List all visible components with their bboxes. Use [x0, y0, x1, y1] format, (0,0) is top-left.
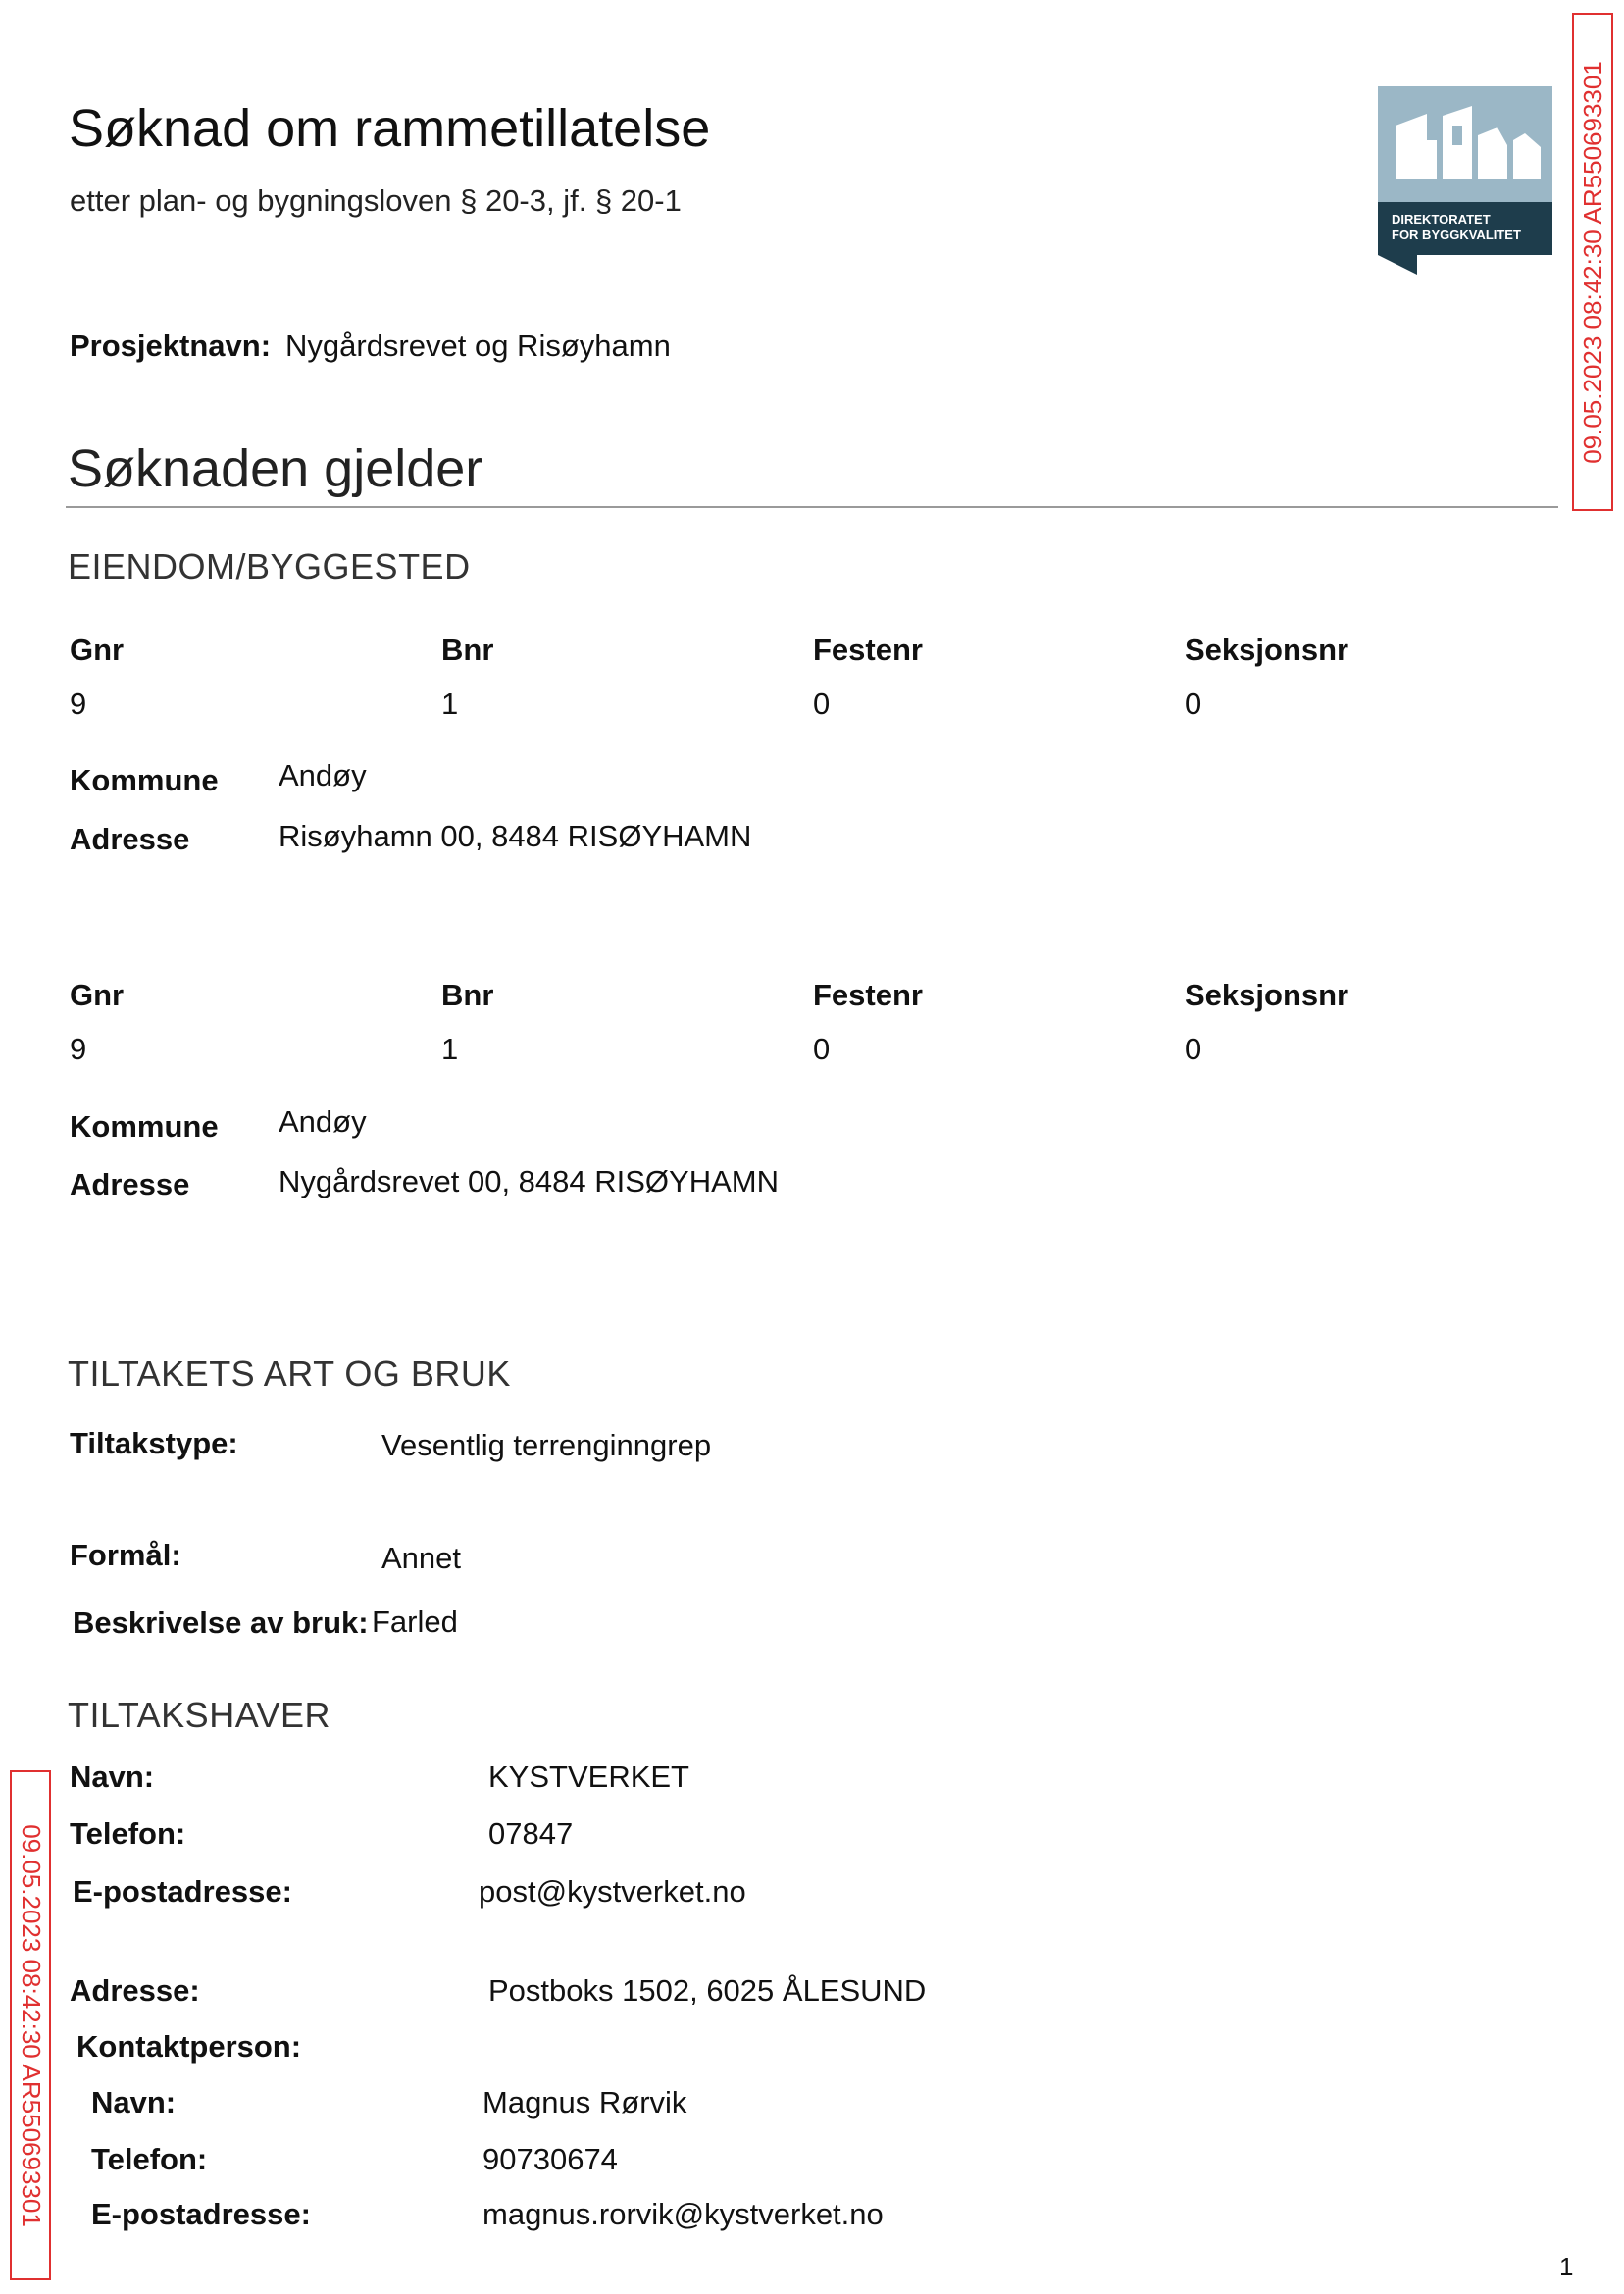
- section-title: Søknaden gjelder: [68, 439, 483, 498]
- tiltakshaver-heading: TILTAKSHAVER: [68, 1695, 331, 1735]
- telefon-label: Telefon:: [70, 1816, 186, 1851]
- tiltakstype-value: Vesentlig terrenginngrep: [381, 1428, 712, 1462]
- project-name-value: Nygårdsrevet og Risøyhamn: [285, 329, 671, 363]
- property-heading: EIENDOM/BYGGESTED: [68, 546, 471, 586]
- dibk-logo: [1378, 86, 1552, 275]
- adresse-label: Adresse: [70, 1167, 190, 1201]
- kontakt-telefon-value: 90730674: [482, 2142, 618, 2176]
- kontakt-telefon-label: Telefon:: [91, 2142, 208, 2176]
- navn-label: Navn:: [70, 1759, 155, 1794]
- kontakt-epost-value: magnus.rorvik@kystverket.no: [482, 2197, 884, 2231]
- col-gnr: Gnr: [70, 978, 125, 1012]
- timestamp-stamp-top: [1572, 13, 1613, 511]
- adresse-value: Risøyhamn 00, 8484 RISØYHAMN: [279, 819, 752, 853]
- bruk-value: Farled: [372, 1605, 458, 1639]
- col-festenr: Festenr: [813, 633, 923, 667]
- kontaktperson-label: Kontaktperson:: [76, 2029, 302, 2064]
- timestamp-stamp-bottom: [10, 1770, 51, 2280]
- festenr-value: 0: [813, 687, 831, 721]
- epost-label: E-postadresse:: [73, 1874, 292, 1909]
- seksjonsnr-value: 0: [1185, 1032, 1202, 1066]
- kommune-value: Andøy: [279, 1104, 367, 1139]
- bruk-label: Beskrivelse av bruk:: [73, 1606, 369, 1640]
- col-gnr: Gnr: [70, 633, 125, 667]
- gnr-value: 9: [70, 1032, 87, 1066]
- festenr-value: 0: [813, 1032, 831, 1066]
- adresse-label: Adresse:: [70, 1973, 200, 2008]
- seksjonsnr-value: 0: [1185, 687, 1202, 721]
- page-subtitle: etter plan- og bygningsloven § 20-3, jf. § 20-1: [70, 183, 682, 218]
- kontakt-navn-label: Navn:: [91, 2085, 177, 2119]
- formal-value: Annet: [381, 1541, 462, 1575]
- col-seksjonsnr: Seksjonsnr: [1185, 633, 1349, 667]
- kontakt-epost-label: E-postadresse:: [91, 2197, 311, 2231]
- bnr-value: 1: [441, 687, 459, 721]
- tiltakstype-label: Tiltakstype:: [70, 1426, 238, 1460]
- stamp-text: 09.05.2023 08:42:30 AR550693301: [16, 1823, 46, 2227]
- page-number: 1: [1559, 2252, 1574, 2281]
- col-bnr: Bnr: [441, 633, 494, 667]
- adresse-value: Nygårdsrevet 00, 8484 RISØYHAMN: [279, 1164, 779, 1198]
- page-title: Søknad om rammetillatelse: [69, 99, 711, 158]
- tiltak-heading: TILTAKETS ART OG BRUK: [68, 1353, 511, 1394]
- kontakt-navn-value: Magnus Rørvik: [482, 2085, 687, 2119]
- kommune-value: Andøy: [279, 758, 367, 792]
- project-name-label: Prosjektnavn:: [70, 329, 272, 363]
- adresse-label: Adresse: [70, 822, 190, 856]
- logo-line-1: DIREKTORATET: [1392, 212, 1491, 227]
- col-festenr: Festenr: [813, 978, 923, 1012]
- kommune-label: Kommune: [70, 763, 219, 797]
- adresse-value: Postboks 1502, 6025 ÅLESUND: [488, 1973, 927, 2008]
- bnr-value: 1: [441, 1032, 459, 1066]
- stamp-text: 09.05.2023 08:42:30 AR550693301: [1577, 60, 1607, 464]
- gnr-value: 9: [70, 687, 87, 721]
- logo-line-2: FOR BYGGKVALITET: [1392, 228, 1521, 242]
- telefon-value: 07847: [488, 1816, 574, 1851]
- navn-value: KYSTVERKET: [488, 1759, 689, 1794]
- section-divider: [66, 506, 1558, 508]
- formal-label: Formål:: [70, 1538, 181, 1572]
- col-seksjonsnr: Seksjonsnr: [1185, 978, 1349, 1012]
- col-bnr: Bnr: [441, 978, 494, 1012]
- kommune-label: Kommune: [70, 1109, 219, 1144]
- epost-value: post@kystverket.no: [479, 1874, 746, 1909]
